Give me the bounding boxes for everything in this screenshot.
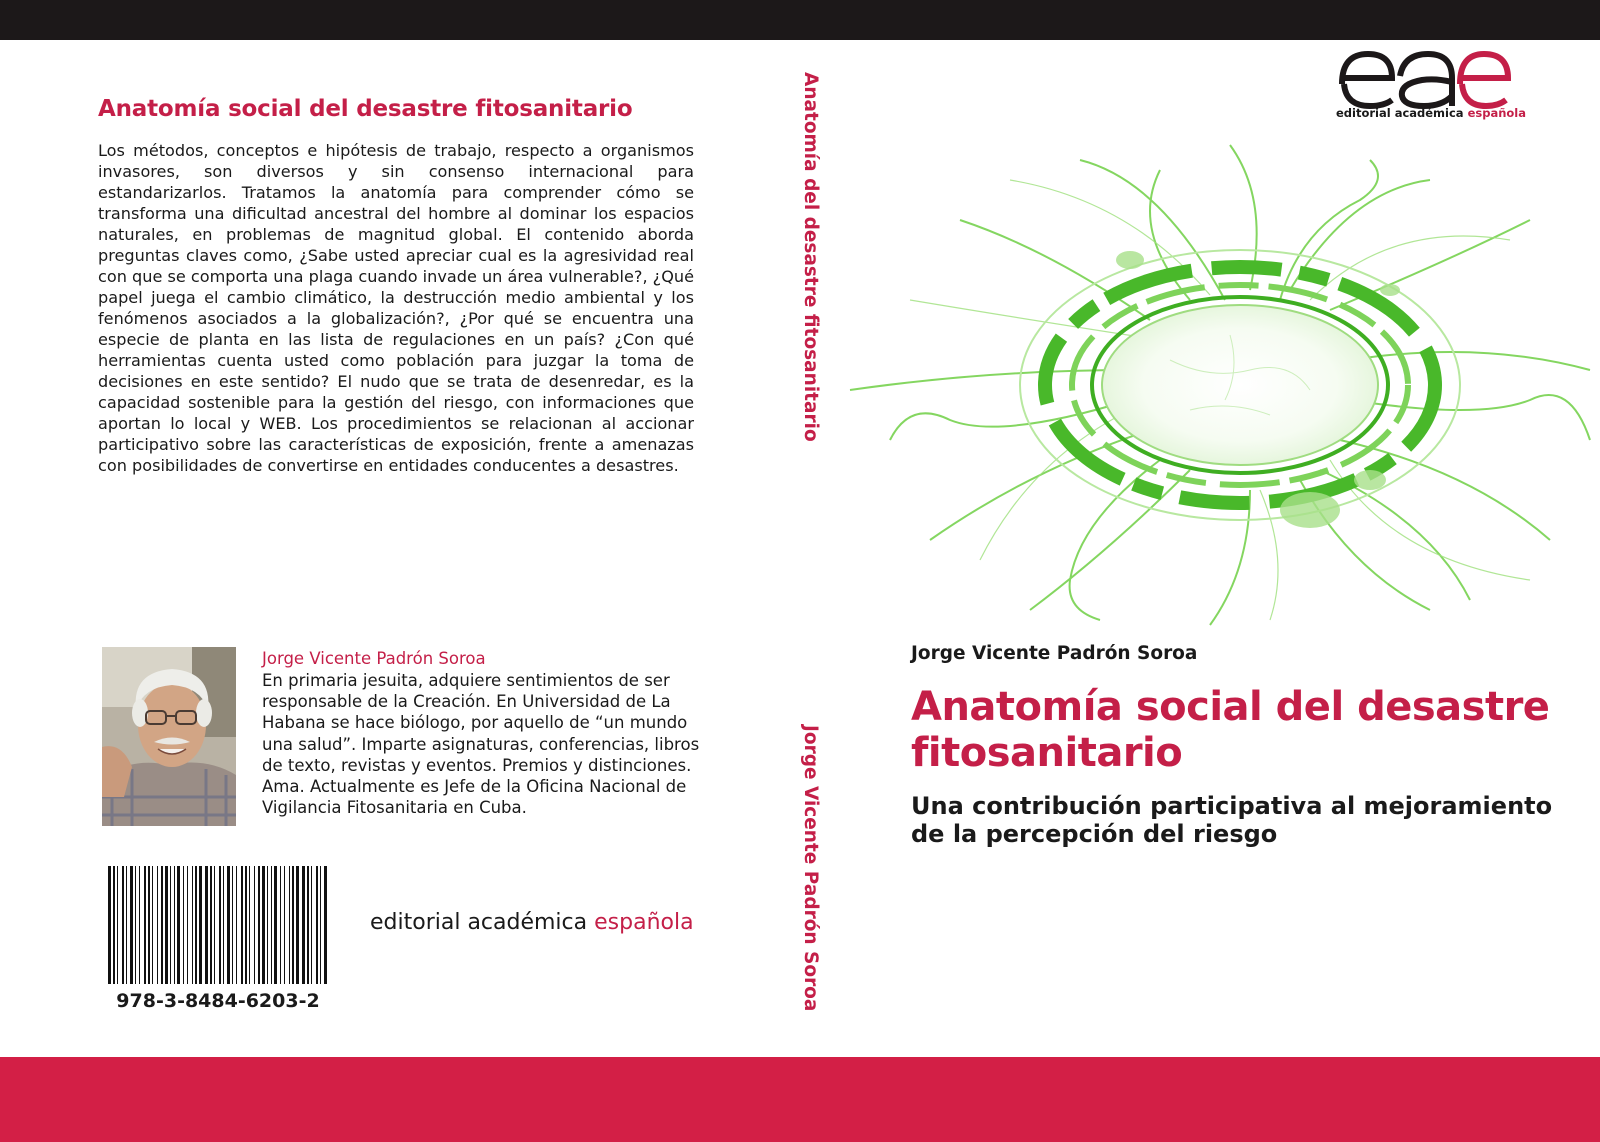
publisher-name-accent: española xyxy=(594,910,694,935)
bottom-band xyxy=(0,1057,1600,1142)
front-author-name: Jorge Vicente Padrón Soroa xyxy=(911,643,1198,664)
spine-author: Jorge Vicente Padrón Soroa xyxy=(800,725,821,1012)
author-photo xyxy=(102,647,236,826)
back-cover-title: Anatomía social del desastre fitosanitario xyxy=(98,96,633,122)
publisher-name-main: editorial académica xyxy=(370,910,595,935)
logo-caption-accent: española xyxy=(1467,106,1527,120)
front-title: Anatomía social del desastre fitosanitario xyxy=(911,684,1550,776)
barcode-icon xyxy=(108,866,328,984)
author-portrait-icon xyxy=(102,647,236,826)
back-publisher-name xyxy=(370,910,694,935)
bio-author-name: Jorge Vicente Padrón Soroa xyxy=(262,649,486,668)
bio-text: En primaria jesuita, adquiere sentimientos de ser responsable de la Creación. En Universidad de La Habana se hace biólogo, por aquello de “un mundo una salud”. Imparte asignaturas, conferencias, libros de texto, revistas y eventos. Premios y distinciones. Ama. Actualmente es Jefe de la Oficina Nacional de Vigilancia Fitosanitaria en Cuba. xyxy=(262,671,700,818)
logo-caption-main: editorial académica xyxy=(1336,106,1468,120)
green-ring-tendrils-icon xyxy=(830,140,1600,630)
top-band xyxy=(0,0,1600,40)
spine-title: Anatomía del desastre fitosanitario xyxy=(800,72,821,442)
isbn-number: 978-3-8484-6203-2 xyxy=(116,990,320,1012)
front-subtitle: Una contribución participativa al mejoramiento de la percepción del riesgo xyxy=(911,792,1553,848)
logo-caption xyxy=(1336,106,1526,120)
back-cover-blurb: Los métodos, conceptos e hipótesis de trabajo, respecto a organismos invasores, son diversos y sin consenso internacional para estandarizarlos. Tratamos la anatomía para comprender cómo se transforma una dificultad ancestral del hombre al dominar los espacios naturales, en problemas de magnitud global. El contenido aborda preguntas claves como, ¿Sabe usted apreciar cual es la agresividad real con que se comporta una plaga cuando invade un área vulnerable?, ¿Qué papel juega el cambio climático, la destrucción medio ambiental y los fenómenos asociados a la globalización?, ¿Por qué se encuentra una especie de planta en las lista de regulaciones en un país? ¿Con qué herramientas cuenta usted como población para juzgar la toma de decisiones en este sentido? El nudo que se trata de desenredar, es la capacidad sostenible para la gestión del riesgo, con informaciones que aportan lo local y WEB. Los procedimientos se relacionan al accionar participativo sobre las características de exposición, frente a amenazas con posibilidades de convertirse en entidades conducentes a desastres. xyxy=(98,141,694,475)
